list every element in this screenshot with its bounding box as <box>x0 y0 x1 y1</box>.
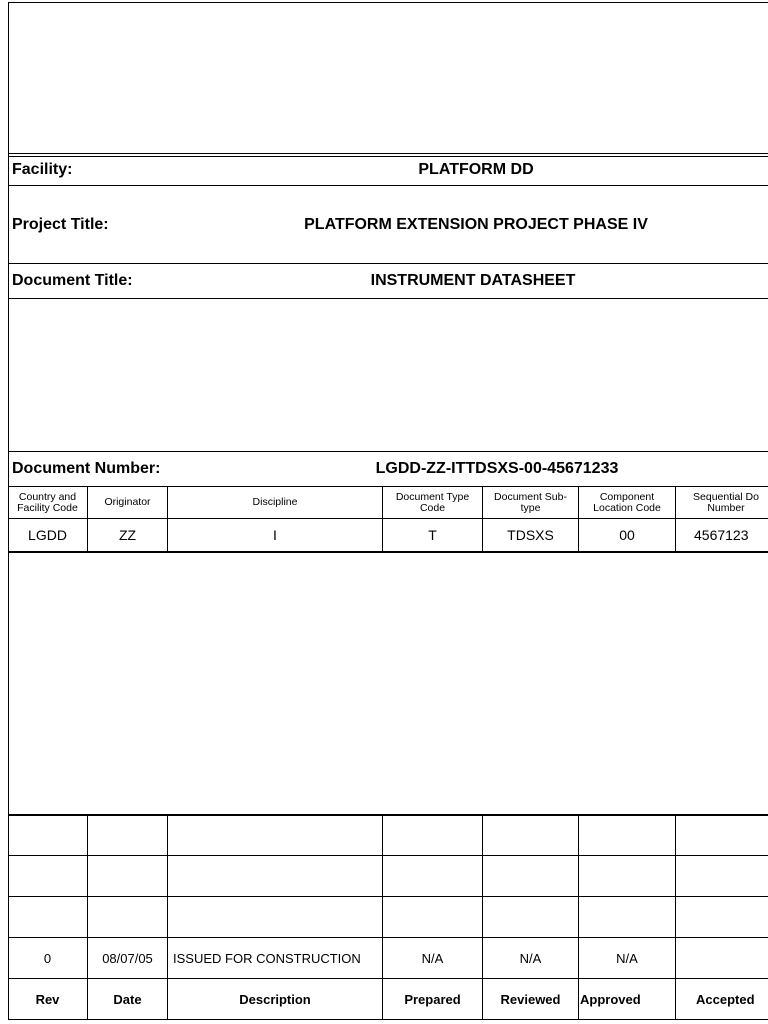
code-value-doc-subtype: TDSXS <box>507 526 554 543</box>
code-value-doc-type: T <box>428 526 437 543</box>
code-value-country: LGDD <box>28 526 67 543</box>
document-title-label: Document Title: <box>12 272 133 289</box>
code-header-sequential: Sequential Do Number <box>693 490 759 514</box>
divider <box>8 814 768 816</box>
divider <box>8 855 768 856</box>
code-header-discipline: Discipline <box>252 496 298 508</box>
divider <box>8 896 768 897</box>
rev-accepted <box>676 938 768 978</box>
rev-date: 08/07/05 <box>102 950 153 966</box>
rev-header-approved: Approved <box>580 991 641 1007</box>
project-title-value: PLATFORM EXTENSION PROJECT PHASE IV <box>304 216 648 233</box>
rev-reviewed: N/A <box>519 950 542 966</box>
code-value-discipline: I <box>273 526 277 543</box>
project-title-label: Project Title: <box>12 216 109 233</box>
divider <box>8 185 768 186</box>
divider <box>8 156 768 157</box>
rev-header-prepared: Prepared <box>404 991 461 1007</box>
divider <box>8 298 768 299</box>
code-header-location: Component Location Code <box>593 490 661 514</box>
rev-number: 0 <box>43 950 52 966</box>
divider <box>8 551 768 553</box>
document-title-value: INSTRUMENT DATASHEET <box>370 272 576 289</box>
code-header-doc-subtype: Document Sub- type <box>494 490 567 514</box>
divider <box>8 153 768 154</box>
code-value-originator: ZZ <box>118 526 137 543</box>
document-number-value: LGDD-ZZ-ITTDSXS-00-45671233 <box>375 460 619 477</box>
rev-description: ISSUED FOR CONSTRUCTION <box>173 950 361 966</box>
facility-value: PLATFORM DD <box>418 161 534 178</box>
divider <box>8 263 768 264</box>
rev-header-description: Description <box>239 991 311 1007</box>
divider <box>8 451 768 452</box>
code-header-doc-type: Document Type Code <box>395 490 470 514</box>
rev-header-rev: Rev <box>35 991 60 1007</box>
rev-prepared: N/A <box>421 950 444 966</box>
code-header-originator: Originator <box>104 496 151 508</box>
document-number-label: Document Number: <box>12 460 161 477</box>
rev-header-reviewed: Reviewed <box>500 991 561 1007</box>
frame-top <box>8 2 768 3</box>
code-value-sequential: 4567123 <box>694 526 749 543</box>
facility-label: Facility: <box>12 161 73 178</box>
rev-approved: N/A <box>616 950 638 966</box>
code-value-location: 00 <box>619 526 635 543</box>
rev-header-date: Date <box>113 991 142 1007</box>
code-header-country: Country and Facility Code <box>17 490 78 514</box>
rev-header-accepted: Accepted <box>696 991 755 1007</box>
frame-bottom <box>8 1019 768 1020</box>
